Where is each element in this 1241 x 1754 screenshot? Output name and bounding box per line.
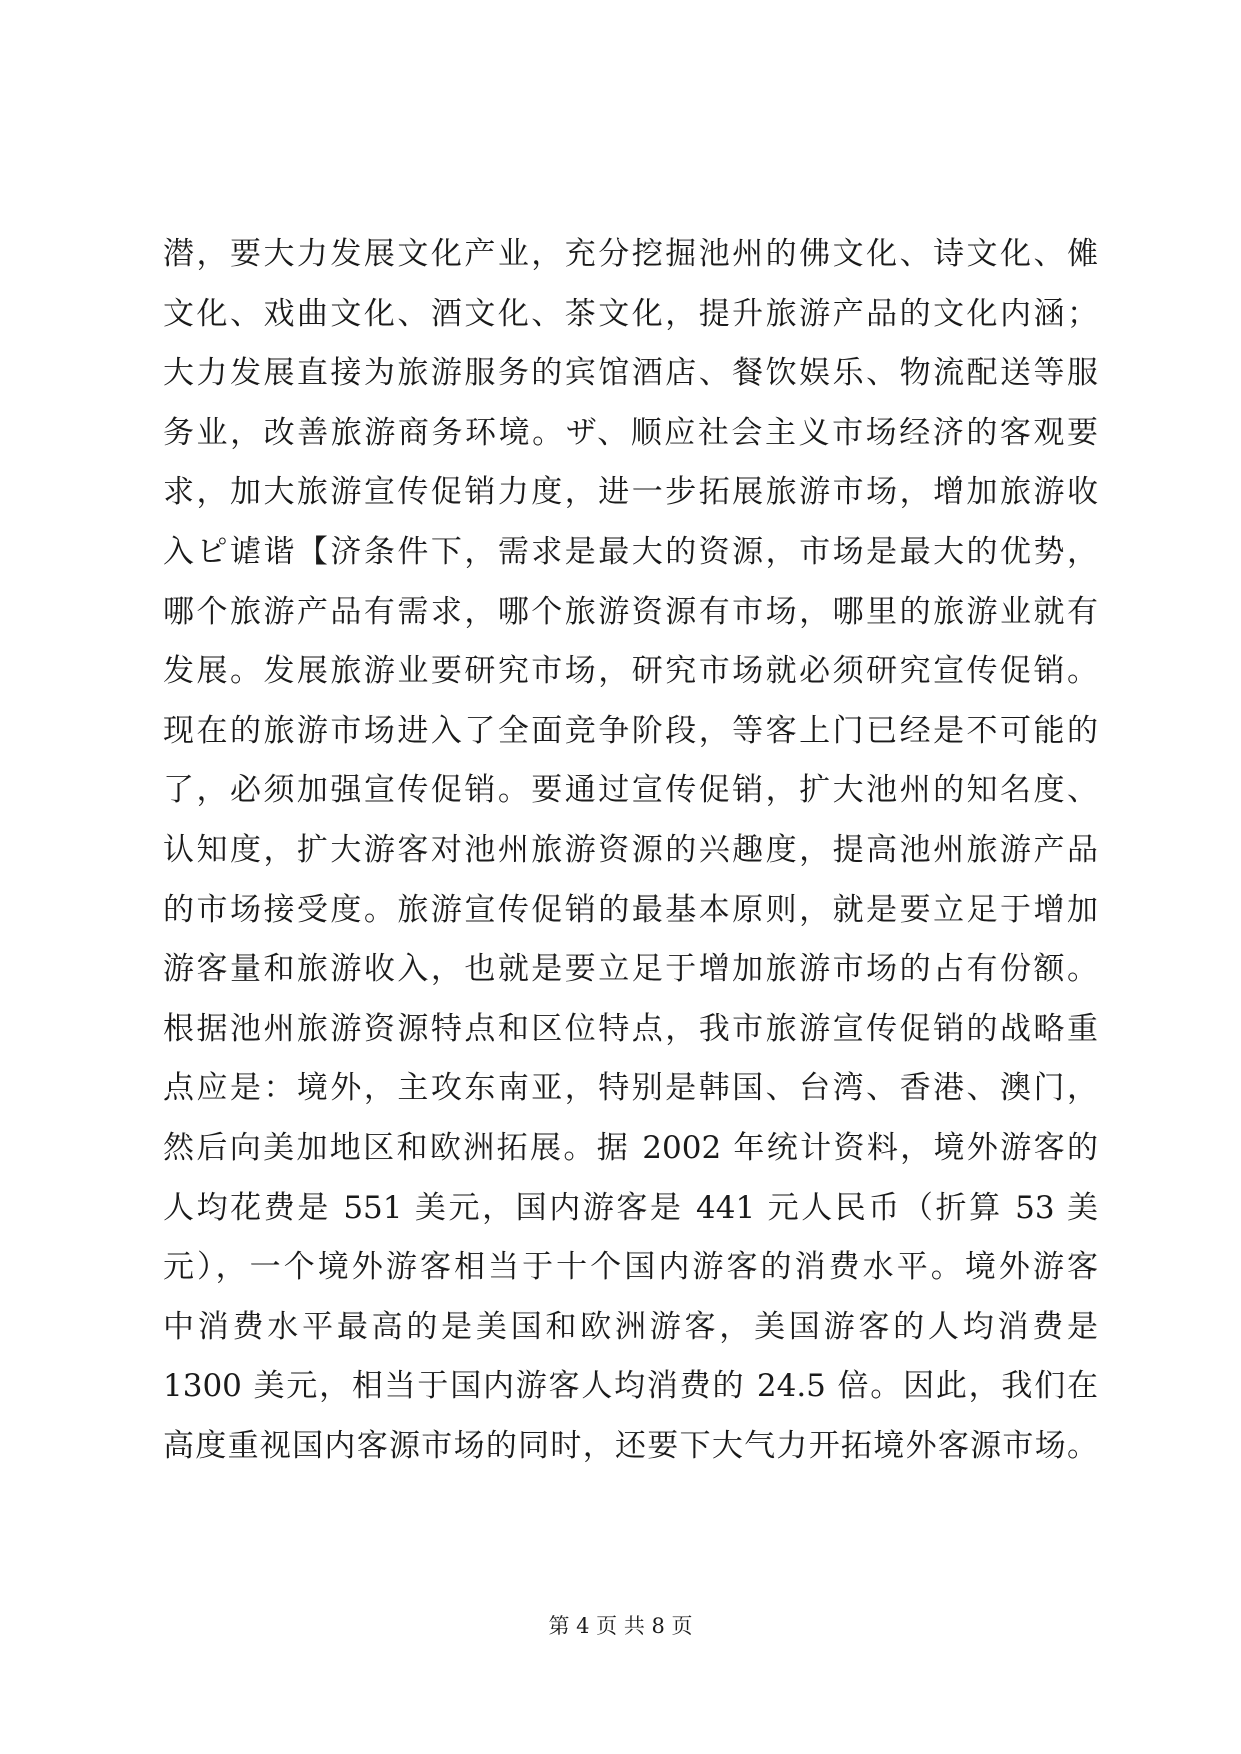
text-line: 中消费水平最高的是美国和欧洲游客，美国游客的人均消费是 xyxy=(163,1308,1098,1345)
text-line: 入ピ谑谐【济条件下，需求是最大的资源，市场是最大的优势， xyxy=(163,533,1098,570)
text-line: 1300 美元，相当于国内游客人均消费的 24.5 倍。因此，我们在 xyxy=(163,1368,1098,1405)
text-line: 人均花费是 551 美元，国内游客是 441 元人民币（折算 53 美 xyxy=(163,1189,1098,1226)
text-line: 求，加大旅游宣传促销力度，进一步拓展旅游市场，增加旅游收 xyxy=(163,474,1098,511)
text-line: 大力发展直接为旅游服务的宾馆酒店、餐饮娱乐、物流配送等服 xyxy=(163,355,1098,392)
text-line: 元），一个境外游客相当于十个国内游客的消费水平。境外游客 xyxy=(163,1249,1098,1286)
text-line: 认知度，扩大游客对池州旅游资源的兴趣度，提高池州旅游产品 xyxy=(163,831,1098,868)
text-line: 根据池州旅游资源特点和区位特点，我市旅游宣传促销的战略重 xyxy=(163,1010,1098,1047)
text-line: 然后向美加地区和欧洲拓展。据 2002 年统计资料，境外游客的 xyxy=(163,1129,1098,1166)
text-line: 务业，改善旅游商务环境。ザ、顺应社会主义市场经济的客观要 xyxy=(163,414,1098,451)
text-line: 现在的旅游市场进入了全面竞争阶段，等客上门已经是不可能的 xyxy=(163,712,1098,749)
body-text xyxy=(163,225,1098,1476)
text-line: 了，必须加强宣传促销。要通过宣传促销，扩大池州的知名度、 xyxy=(163,772,1098,809)
text-line: 游客量和旅游收入，也就是要立足于增加旅游市场的占有份额。 xyxy=(163,951,1098,988)
text-line: 文化、戏曲文化、酒文化、茶文化，提升旅游产品的文化内涵； xyxy=(163,295,1098,332)
text-line: 潜，要大力发展文化产业，充分挖掘池州的佛文化、诗文化、傩 xyxy=(163,236,1098,272)
text-line: 哪个旅游产品有需求，哪个旅游资源有市场，哪里的旅游业就有 xyxy=(163,593,1098,630)
text-line: 发展。发展旅游业要研究市场，研究市场就必须研究宣传促销。 xyxy=(163,653,1098,690)
text-line: 的市场接受度。旅游宣传促销的最基本原则，就是要立足于增加 xyxy=(163,891,1098,928)
page-footer: 第 4 页 共 8 页 xyxy=(548,1614,693,1638)
text-line: 点应是：境外，主攻东南亚，特别是韩国、台湾、香港、澳门， xyxy=(163,1070,1098,1107)
text-line: 高度重视国内客源市场的同时，还要下大气力开拓境外客源市场。 xyxy=(163,1427,1098,1464)
